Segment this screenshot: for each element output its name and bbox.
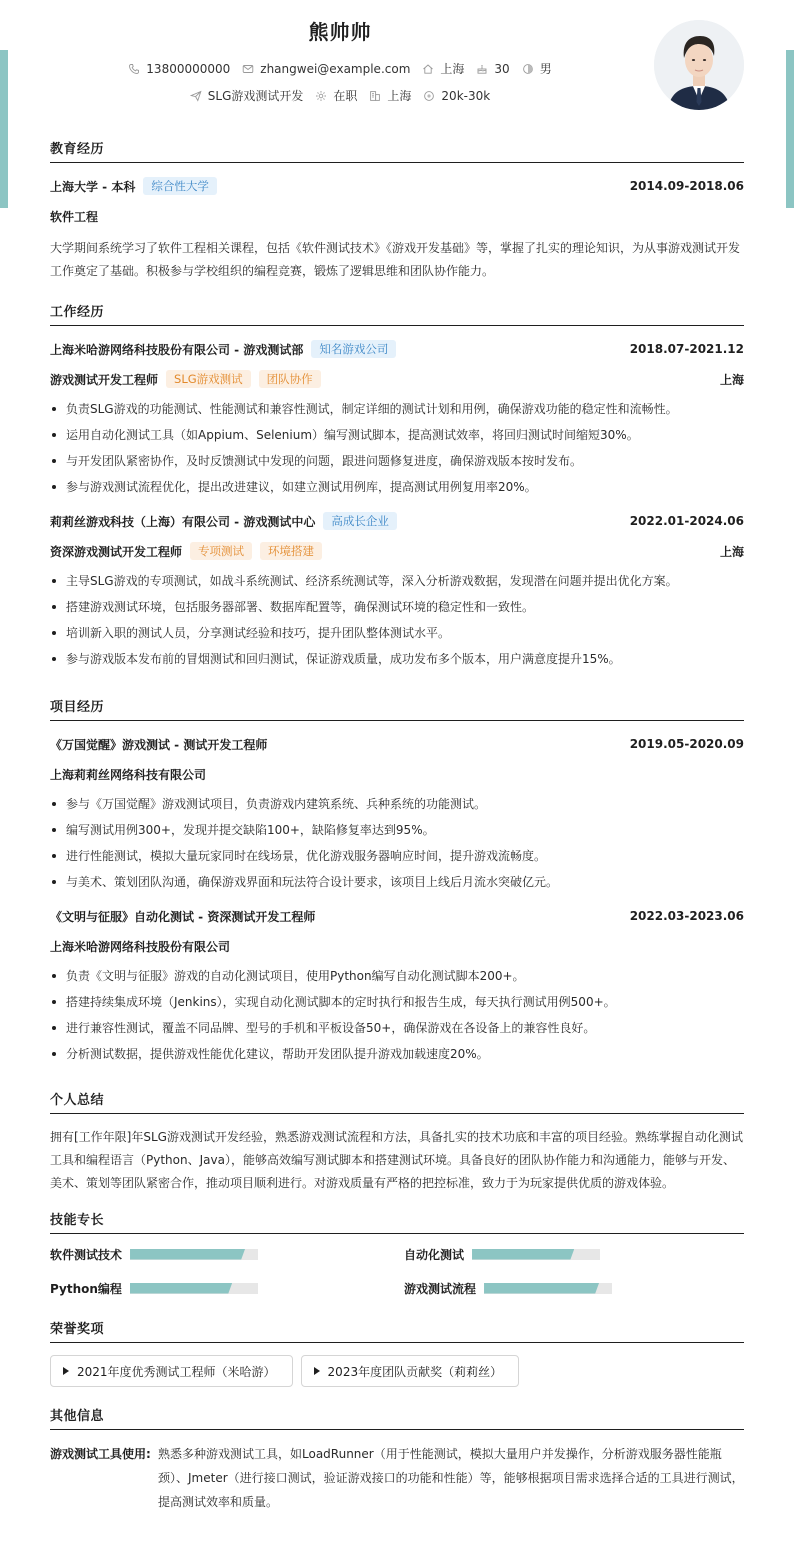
phone-icon: [128, 63, 140, 75]
education-description: 大学期间系统学习了软件工程相关课程，包括《软件测试技术》《游戏开发基础》等，掌握了扎实的理论知识，为从事游戏测试开发工作奠定了基础。积极参与学校组织的编程竞赛，锻炼了逻辑思维和团队协作能力。: [50, 241, 741, 278]
work-bullets: [50, 568, 744, 672]
project-head: [50, 905, 744, 927]
work-period: 2018.07-2021.12: [629, 342, 744, 356]
company-name: 莉莉丝游戏科技（上海）有限公司 - 游戏测试中心: [50, 514, 316, 529]
role-tag: 团队协作: [259, 370, 321, 388]
education-major: 软件工程: [50, 209, 99, 224]
gender-text: 男: [539, 62, 552, 76]
gear-icon: [315, 90, 327, 102]
project-company: 上海米哈游网络科技股份有限公司: [50, 939, 231, 954]
skill-item: [50, 1280, 404, 1296]
school-name: 上海大学 - 本科: [50, 179, 136, 194]
skill-name: 游戏测试流程: [404, 1281, 477, 1296]
work-head: [50, 338, 744, 360]
status-text: 在职: [333, 89, 358, 103]
list-item: 参与《万国觉醒》游戏测试项目，负责游戏内建筑系统、兵种系统的功能测试。: [50, 791, 744, 817]
skill-fill: [472, 1249, 574, 1260]
work-title: 工作经历: [50, 301, 744, 326]
skill-bar: [484, 1283, 612, 1294]
skill-fill: [130, 1249, 245, 1260]
list-item: 搭建持续集成环境（Jenkins），实现自动化测试脚本的定时执行和报告生成，每天执行测试用例500+。: [50, 989, 744, 1015]
list-item: 负责SLG游戏的功能测试、性能测试和兼容性测试，制定详细的测试计划和用例，确保游戏功能的稳定性和流畅性。: [50, 396, 744, 422]
list-item: 与开发团队紧密协作，及时反馈测试中发现的问题，跟进问题修复进度，确保游戏版本按时发布。: [50, 448, 744, 474]
list-item: 搭建游戏测试环境，包括服务器部署、数据库配置等，确保测试环境的稳定性和一致性。: [50, 594, 744, 620]
contact-row: [50, 60, 630, 77]
building-icon: [369, 90, 381, 102]
work-section: [50, 301, 744, 672]
education-section: [50, 138, 744, 283]
salary-text: 20k-30k: [441, 88, 491, 103]
education-major-row: [50, 205, 744, 227]
other-row: [50, 1442, 744, 1514]
skill-fill: [484, 1283, 599, 1294]
age-text: 30: [494, 61, 510, 76]
left-accent-bar: [0, 50, 8, 208]
other-title: 其他信息: [50, 1405, 744, 1430]
right-accent-bar: [786, 50, 794, 208]
list-item: 培训新入职的测试人员，分享测试经验和技巧，提升团队整体测试水平。: [50, 620, 744, 646]
phone-info: [128, 62, 230, 76]
project-company-row: [50, 763, 744, 785]
avatar: [654, 20, 744, 110]
send-icon: [190, 90, 202, 102]
project-company-row: [50, 935, 744, 957]
email-info: [242, 62, 410, 76]
project-name: 《万国觉醒》游戏测试 - 测试开发工程师: [50, 737, 268, 752]
summary-text: 拥有[工作年限]年SLG游戏测试开发经验，熟悉游戏测试流程和方法，具备扎实的技术功底和丰富的项目经验。熟练掌握自动化测试工具和编程语言（Python、Java），能够高效编写测试脚本和搭建测试环境。具备良好的团队协作能力和沟通能力，能够与开发、美术、策划等团队紧密合作，推动项目顺利进行。对游戏质量有严格的把控标准，致力于为玩家提供优质的游戏体验。: [50, 1130, 743, 1190]
awards-list: [50, 1355, 744, 1387]
mail-icon: [242, 63, 254, 75]
list-item: 与美术、策划团队沟通，确保游戏界面和玩法符合设计要求，该项目上线后月流水突破亿元。: [50, 869, 744, 895]
work-head-left: [50, 512, 397, 530]
company-tag: 高成长企业: [323, 512, 397, 530]
list-item: 参与游戏测试流程优化，提出改进建议，如建立测试用例库，提高测试用例复用率20%。: [50, 474, 744, 500]
list-item: 进行兼容性测试，覆盖不同品牌、型号的手机和平板设备50+，确保游戏在各设备上的兼容性良好。: [50, 1015, 744, 1041]
age-info: [476, 62, 509, 76]
location-info: [422, 60, 464, 77]
work-role-row: [50, 540, 744, 562]
work-head-left: [50, 340, 396, 358]
skill-name: 自动化测试: [404, 1247, 465, 1262]
work-role-left: [50, 542, 322, 560]
phone-text: 13800000000: [146, 61, 231, 76]
education-entry: [50, 175, 744, 283]
other-section: [50, 1405, 744, 1514]
resume-header: [50, 0, 744, 132]
projects-section: [50, 696, 744, 1067]
projects-title: 项目经历: [50, 696, 744, 721]
company-tag: 知名游戏公司: [311, 340, 396, 358]
work-head: [50, 510, 744, 532]
skill-bar: [130, 1283, 258, 1294]
project-name: 《文明与征服》自动化测试 - 资深测试开发工程师: [50, 909, 316, 924]
skill-bar: [472, 1249, 600, 1260]
skills-grid: [50, 1246, 744, 1296]
award-item: [301, 1355, 520, 1387]
skill-item: [50, 1246, 404, 1262]
skill-bar: [130, 1249, 258, 1260]
coin-icon: [423, 90, 435, 102]
awards-title: 荣誉奖项: [50, 1318, 744, 1343]
home-icon: [422, 63, 434, 75]
work-entry: [50, 510, 744, 672]
work-role-left: [50, 370, 321, 388]
other-label: 游戏测试工具使用:: [50, 1447, 151, 1461]
skill-fill: [130, 1283, 232, 1294]
list-item: 负责《文明与征服》游戏的自动化测试项目，使用Python编写自动化测试脚本200+。: [50, 963, 744, 989]
role-tag: 专项测试: [190, 542, 252, 560]
skills-title: 技能专长: [50, 1209, 744, 1234]
award-item: [50, 1355, 293, 1387]
job-role: 资深游戏测试开发工程师: [50, 544, 183, 559]
gender-icon: [522, 63, 534, 75]
work-role-row: [50, 368, 744, 390]
role-tag: 环境搭建: [260, 542, 322, 560]
skill-item: [404, 1246, 744, 1262]
job-intent-row: [50, 87, 630, 104]
project-head: [50, 733, 744, 755]
project-period: 2019.05-2020.09: [629, 737, 744, 751]
skill-name: Python编程: [50, 1281, 122, 1296]
job-city: 上海: [719, 372, 744, 387]
school-tag: 综合性大学: [143, 177, 217, 195]
salary-info: [423, 89, 490, 103]
project-company: 上海莉莉丝网络科技有限公司: [50, 767, 207, 782]
project-bullets: [50, 963, 744, 1067]
other-value: 熟悉多种游戏测试工具，如LoadRunner（用于性能测试，模拟大量用户并发操作，分析游戏服务器性能瓶颈）、Jmeter（进行接口测试，验证游戏接口的功能和性能）等，能够根据项目需求选择合适的工具进行测试，提高测试效率和质量。: [158, 1447, 744, 1509]
triangle-right-icon: [63, 1367, 69, 1375]
work-period: 2022.01-2024.06: [629, 514, 744, 528]
candidate-name: 熊帅帅: [308, 20, 372, 44]
job-role: 游戏测试开发工程师: [50, 372, 159, 387]
list-item: 进行性能测试，模拟大量玩家同时在线场景，优化游戏服务器响应时间，提升游戏流畅度。: [50, 843, 744, 869]
education-title: 教育经历: [50, 138, 744, 163]
target-position-text: SLG游戏测试开发: [207, 89, 304, 103]
email-text: zhangwei@example.com: [260, 61, 411, 76]
company-name: 上海米哈游网络科技股份有限公司 - 游戏测试部: [50, 342, 304, 357]
cake-icon: [476, 63, 488, 75]
target-city-info: [369, 87, 411, 104]
list-item: 分析测试数据，提供游戏性能优化建议，帮助开发团队提升游戏加载速度20%。: [50, 1041, 744, 1067]
list-item: 参与游戏版本发布前的冒烟测试和回归测试，保证游戏质量，成功发布多个版本，用户满意度提升15%。: [50, 646, 744, 672]
skills-section: [50, 1209, 744, 1296]
triangle-right-icon: [314, 1367, 320, 1375]
target-position-info: [190, 87, 304, 104]
role-tag: SLG游戏测试: [166, 370, 251, 388]
skill-item: [404, 1280, 744, 1296]
location-text: 上海: [440, 62, 465, 76]
summary-title: 个人总结: [50, 1089, 744, 1114]
education-head: [50, 175, 744, 197]
resume-page: [50, 0, 744, 1514]
list-item: 编写测试用例300+，发现并提交缺陷100+，缺陷修复率达到95%。: [50, 817, 744, 843]
project-bullets: [50, 791, 744, 895]
work-bullets: [50, 396, 744, 500]
award-text: 2023年度团队贡献奖（莉莉丝）: [327, 1364, 503, 1379]
job-city: 上海: [719, 544, 744, 559]
education-period: 2014.09-2018.06: [629, 179, 744, 193]
target-city-text: 上海: [387, 89, 412, 103]
award-text: 2021年度优秀测试工程师（米哈游）: [77, 1364, 276, 1379]
project-entry: [50, 905, 744, 1067]
awards-section: [50, 1318, 744, 1387]
work-entry: [50, 338, 744, 500]
list-item: 主导SLG游戏的专项测试，如战斗系统测试、经济系统测试等，深入分析游戏数据，发现潜在问题并提出优化方案。: [50, 568, 744, 594]
skill-name: 软件测试技术: [50, 1247, 123, 1262]
list-item: 运用自动化测试工具（如Appium、Selenium）编写测试脚本，提高测试效率，将回归测试时间缩短30%。: [50, 422, 744, 448]
status-info: [315, 87, 357, 104]
gender-info: [522, 60, 552, 77]
education-head-left: [50, 177, 217, 195]
summary-section: [50, 1089, 744, 1195]
avatar-photo: [654, 20, 744, 110]
project-entry: [50, 733, 744, 895]
project-period: 2022.03-2023.06: [629, 909, 744, 923]
